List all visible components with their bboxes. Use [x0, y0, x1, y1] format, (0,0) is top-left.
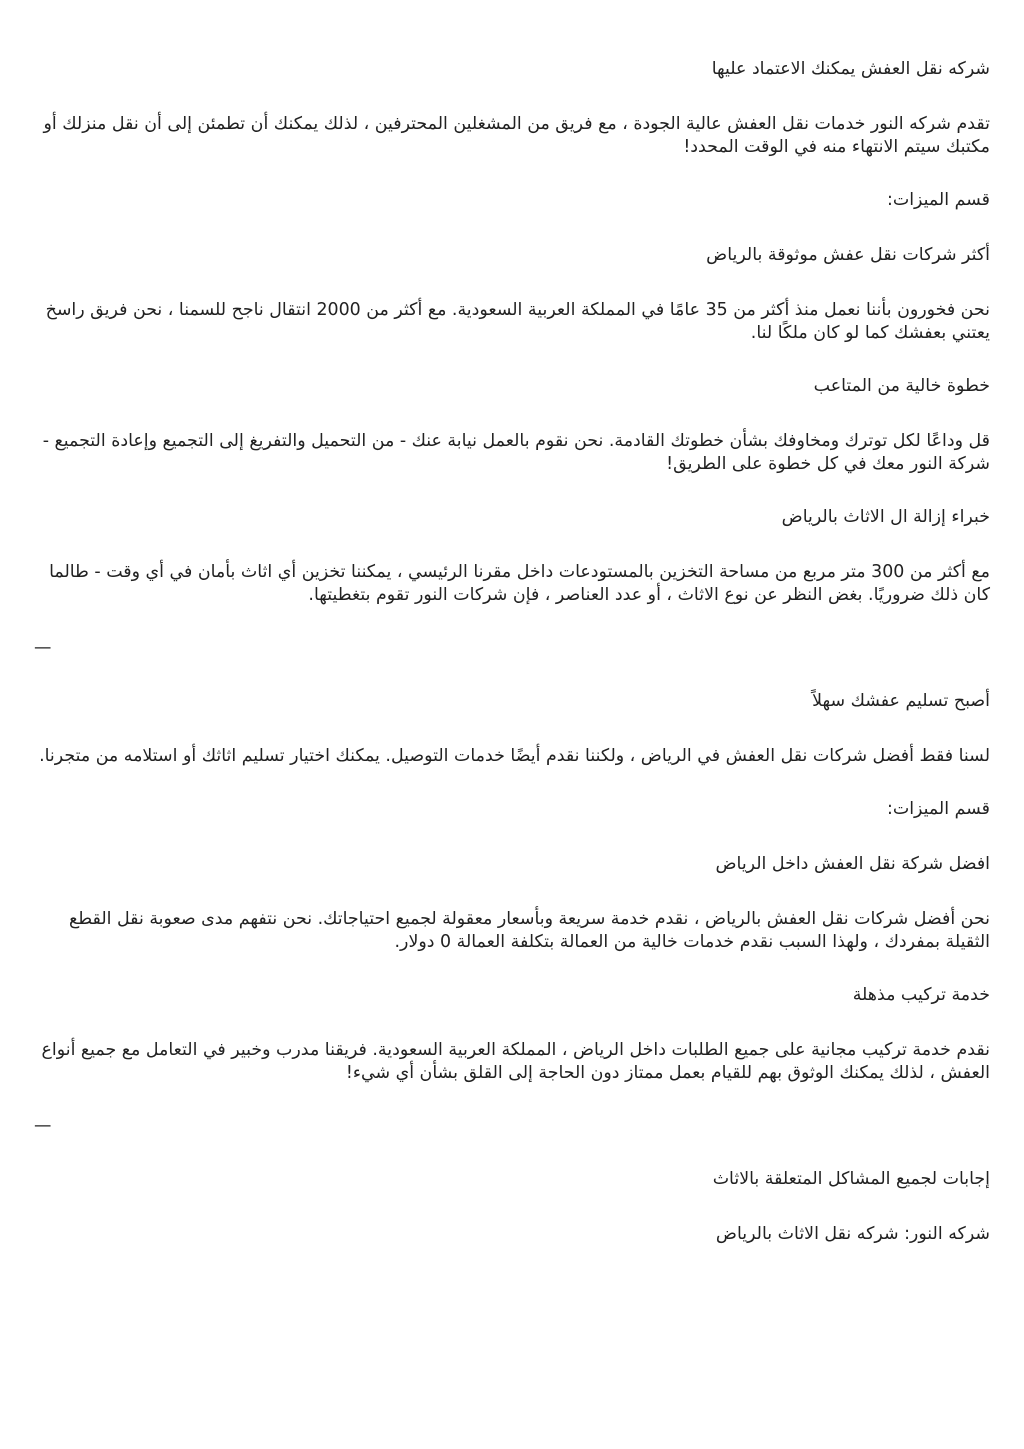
heading-features-section: قسم الميزات: — [886, 190, 990, 210]
heading-best-company: افضل شركة نقل العفش داخل الرياض — [715, 854, 990, 874]
paragraph-storage: مع أكثر من 300 متر مربع من مساحة التخزين بالمستودعات داخل مقرنا الرئيسي ، يمكننا تخزين أي اثاث بأمان في أي وقت - طالما كان ذلك ضروريًا. بغض النظر عن نوع الاثاث ، أو عدد العناصر ، فإن شركات النور تقوم بتغطيتها. — [49, 562, 990, 605]
paragraph-intro: تقدم شركه النور خدمات نقل العفش عالية الجودة ، مع فريق من المشغلين المحترفين ، لذلك يمكنك أن تطمئن إلى أن نقل منزلك أو مكتبك سيتم الانتهاء منه في الوقت المحدد! — [43, 114, 990, 157]
heading-easy-delivery: أصبح تسليم عفشك سهلاً — [812, 691, 990, 711]
heading-most-trusted: أكثر شركات نقل عفش موثوقة بالرياض — [706, 245, 990, 265]
heading-removal-experts: خبراء إزالة ال الاثاث بالرياض — [781, 507, 990, 527]
paragraph-hassle-free: قل وداعًا لكل توترك ومخاوفك بشأن خطوتك القادمة. نحن نقوم بالعمل نيابة عنك - من التحميل والتفريغ إلى التجميع وإعادة التجميع - شركة النور معك في كل خطوة على الطريق! — [42, 431, 990, 474]
paragraph-experience: نحن فخورون بأننا نعمل منذ أكثر من 35 عامًا في المملكة العربية السعودية. مع أكثر من 2000 انتقال ناجح للسمنا ، نحن فريق راسخ يعتني بعفشك كما لو كان ملكًا لنا. — [45, 300, 990, 343]
section-divider: — — [34, 638, 52, 658]
paragraph-best-company: نحن أفضل شركات نقل العفش بالرياض ، نقدم خدمة سريعة وبأسعار معقولة لجميع احتياجاتك. نحن نتفهم مدى صعوبة نقل القطع الثقيلة بمفردك ، ولهذا السبب نقدم خدمات خالية من العمالة بتكلفة العمالة 0 دولار. — [69, 909, 990, 952]
heading-hassle-free: خطوة خالية من المتاعب — [813, 376, 990, 396]
paragraph-delivery: لسنا فقط أفضل شركات نقل العفش في الرياض ، ولكننا نقدم أيضًا خدمات التوصيل. يمكنك اختيار تسليم اثاثك أو استلامه من متجرنا. — [39, 746, 990, 766]
paragraph-installation: نقدم خدمة تركيب مجانية على جميع الطلبات داخل الرياض ، المملكة العربية السعودية. فريقنا مدرب وخبير في التعامل مع جميع أنواع العفش ، لذلك يمكنك الوثوق بهم للقيام بعمل ممتاز دون الحاجة إلى القلق بشأن أي شيء! — [41, 1040, 990, 1083]
heading-company-name: شركه النور: شركه نقل الاثاث بالرياض — [715, 1224, 990, 1244]
heading-reliable-company: شركه نقل العفش يمكنك الاعتماد عليها — [711, 59, 990, 79]
heading-installation: خدمة تركيب مذهلة — [852, 985, 990, 1005]
document-body — [34, 58, 990, 1278]
heading-features-section-2: قسم الميزات: — [886, 799, 990, 819]
heading-answers: إجابات لجميع المشاكل المتعلقة بالاثاث — [712, 1169, 990, 1189]
section-divider-2: — — [34, 1116, 52, 1136]
